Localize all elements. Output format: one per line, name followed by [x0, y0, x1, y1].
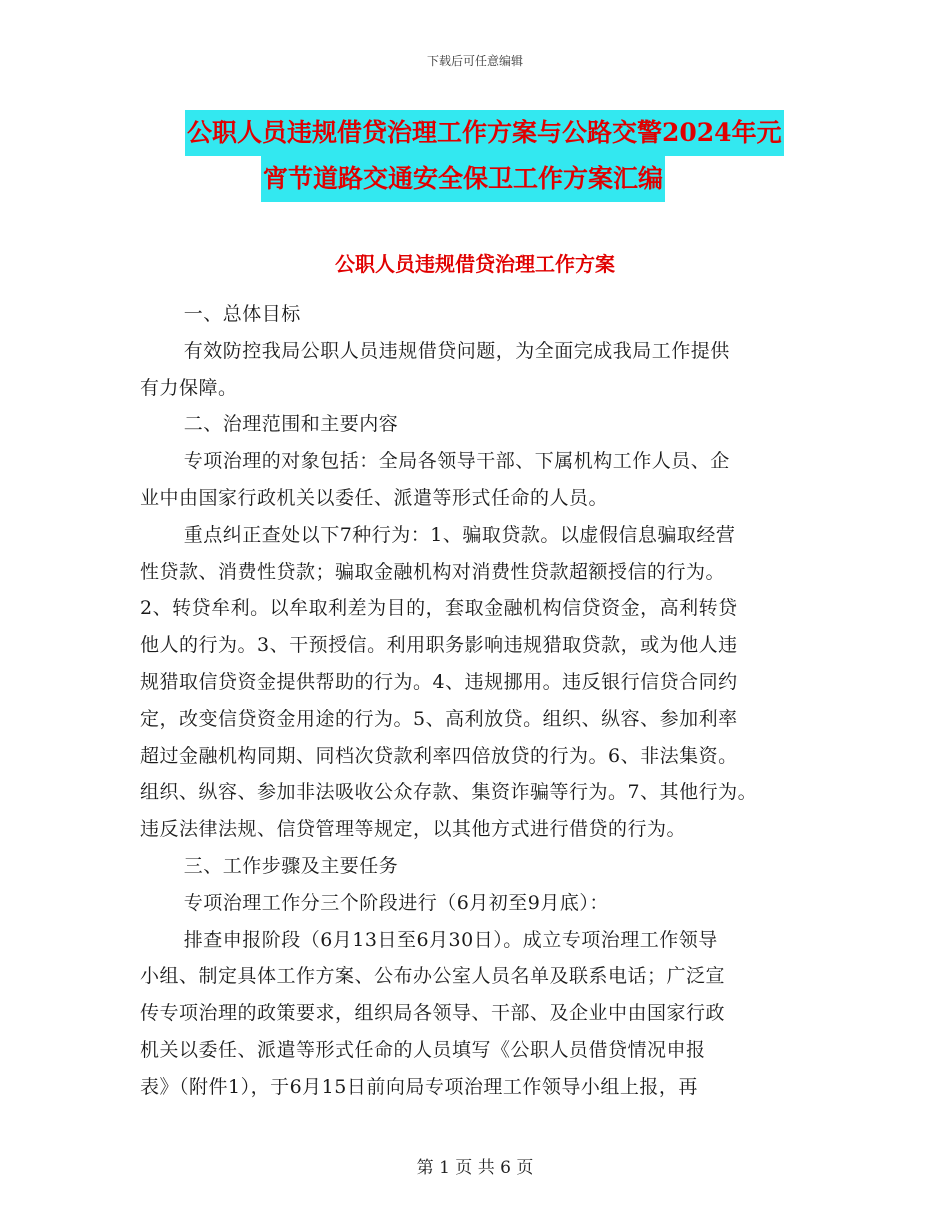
page-footer: 第 1 页 共 6 页: [416, 1158, 534, 1178]
paragraph-goal: 有效防控我局公职人员违规借贷问题，为全面完成我局工作提供 有力保障。: [140, 339, 730, 399]
document-title-line-1: 公职人员违规借贷治理工作方案与公路交警2024年元: [185, 110, 784, 156]
header-note: 下载后可任意编辑: [426, 54, 523, 68]
paragraph-screening-phase: 排查申报阶段（6月13日至6月30日）。成立专项治理工作领导 小组、制定具体工作方案、公布办公室人员名单及联系电话；广泛宣 传专项治理的政策要求，组织局各领导、干部、及企业中由国家行政 机关以委任、派遣等形式任命的人员填写《公职人员借贷情况申报 表》（附件1），于6月15日前向局专项治理工作领导小组上报，再: [140, 928, 726, 1098]
paragraph-phases: 专项治理工作分三个阶段进行（6月初至9月底）：: [183, 891, 609, 914]
document-title: [185, 110, 825, 202]
paragraph-targets: 专项治理的对象包括：全局各领导干部、下属机构工作人员、企 业中由国家行政机关以委任、派遣等形式任命的人员。: [140, 450, 730, 509]
heading-scope: 二、治理范围和主要内容: [183, 413, 399, 436]
section-title: 公职人员违规借贷治理工作方案: [335, 252, 615, 276]
heading-overall-goal: 一、总体目标: [183, 303, 301, 325]
document-body: [140, 296, 820, 1106]
paragraph-behaviors: 重点纠正查处以下7种行为：1、骗取贷款。以虚假信息骗取经营 性贷款、消费性贷款；骗取金融机构对消费性贷款超额授信的行为。 2、转贷牟利。以牟取利差为目的，套取金融机构信贷资金，高利转贷 他人的行为。3、干预授信。利用职务影响违规猎取贷款，或为他人违 规猎取信贷资金提供帮助的行为。4、违规挪用。违反银行信贷合同约 定，改变信贷资金用途的行为。5、高利放贷。组织、纵容、参加利率 超过金融机构同期、同档次贷款利率四倍放贷的行为。6、非法集资。 组织、纵容、参加非法吸收公众存款、集资诈骗等行为。7、其他行为。 违反法律法规、信贷管理等规定，以其他方式进行借贷的行为。: [140, 523, 758, 841]
document-title-line-2: 宵节道路交通安全保卫工作方案汇编: [261, 156, 665, 202]
heading-steps: 三、工作步骤及主要任务: [183, 854, 399, 877]
